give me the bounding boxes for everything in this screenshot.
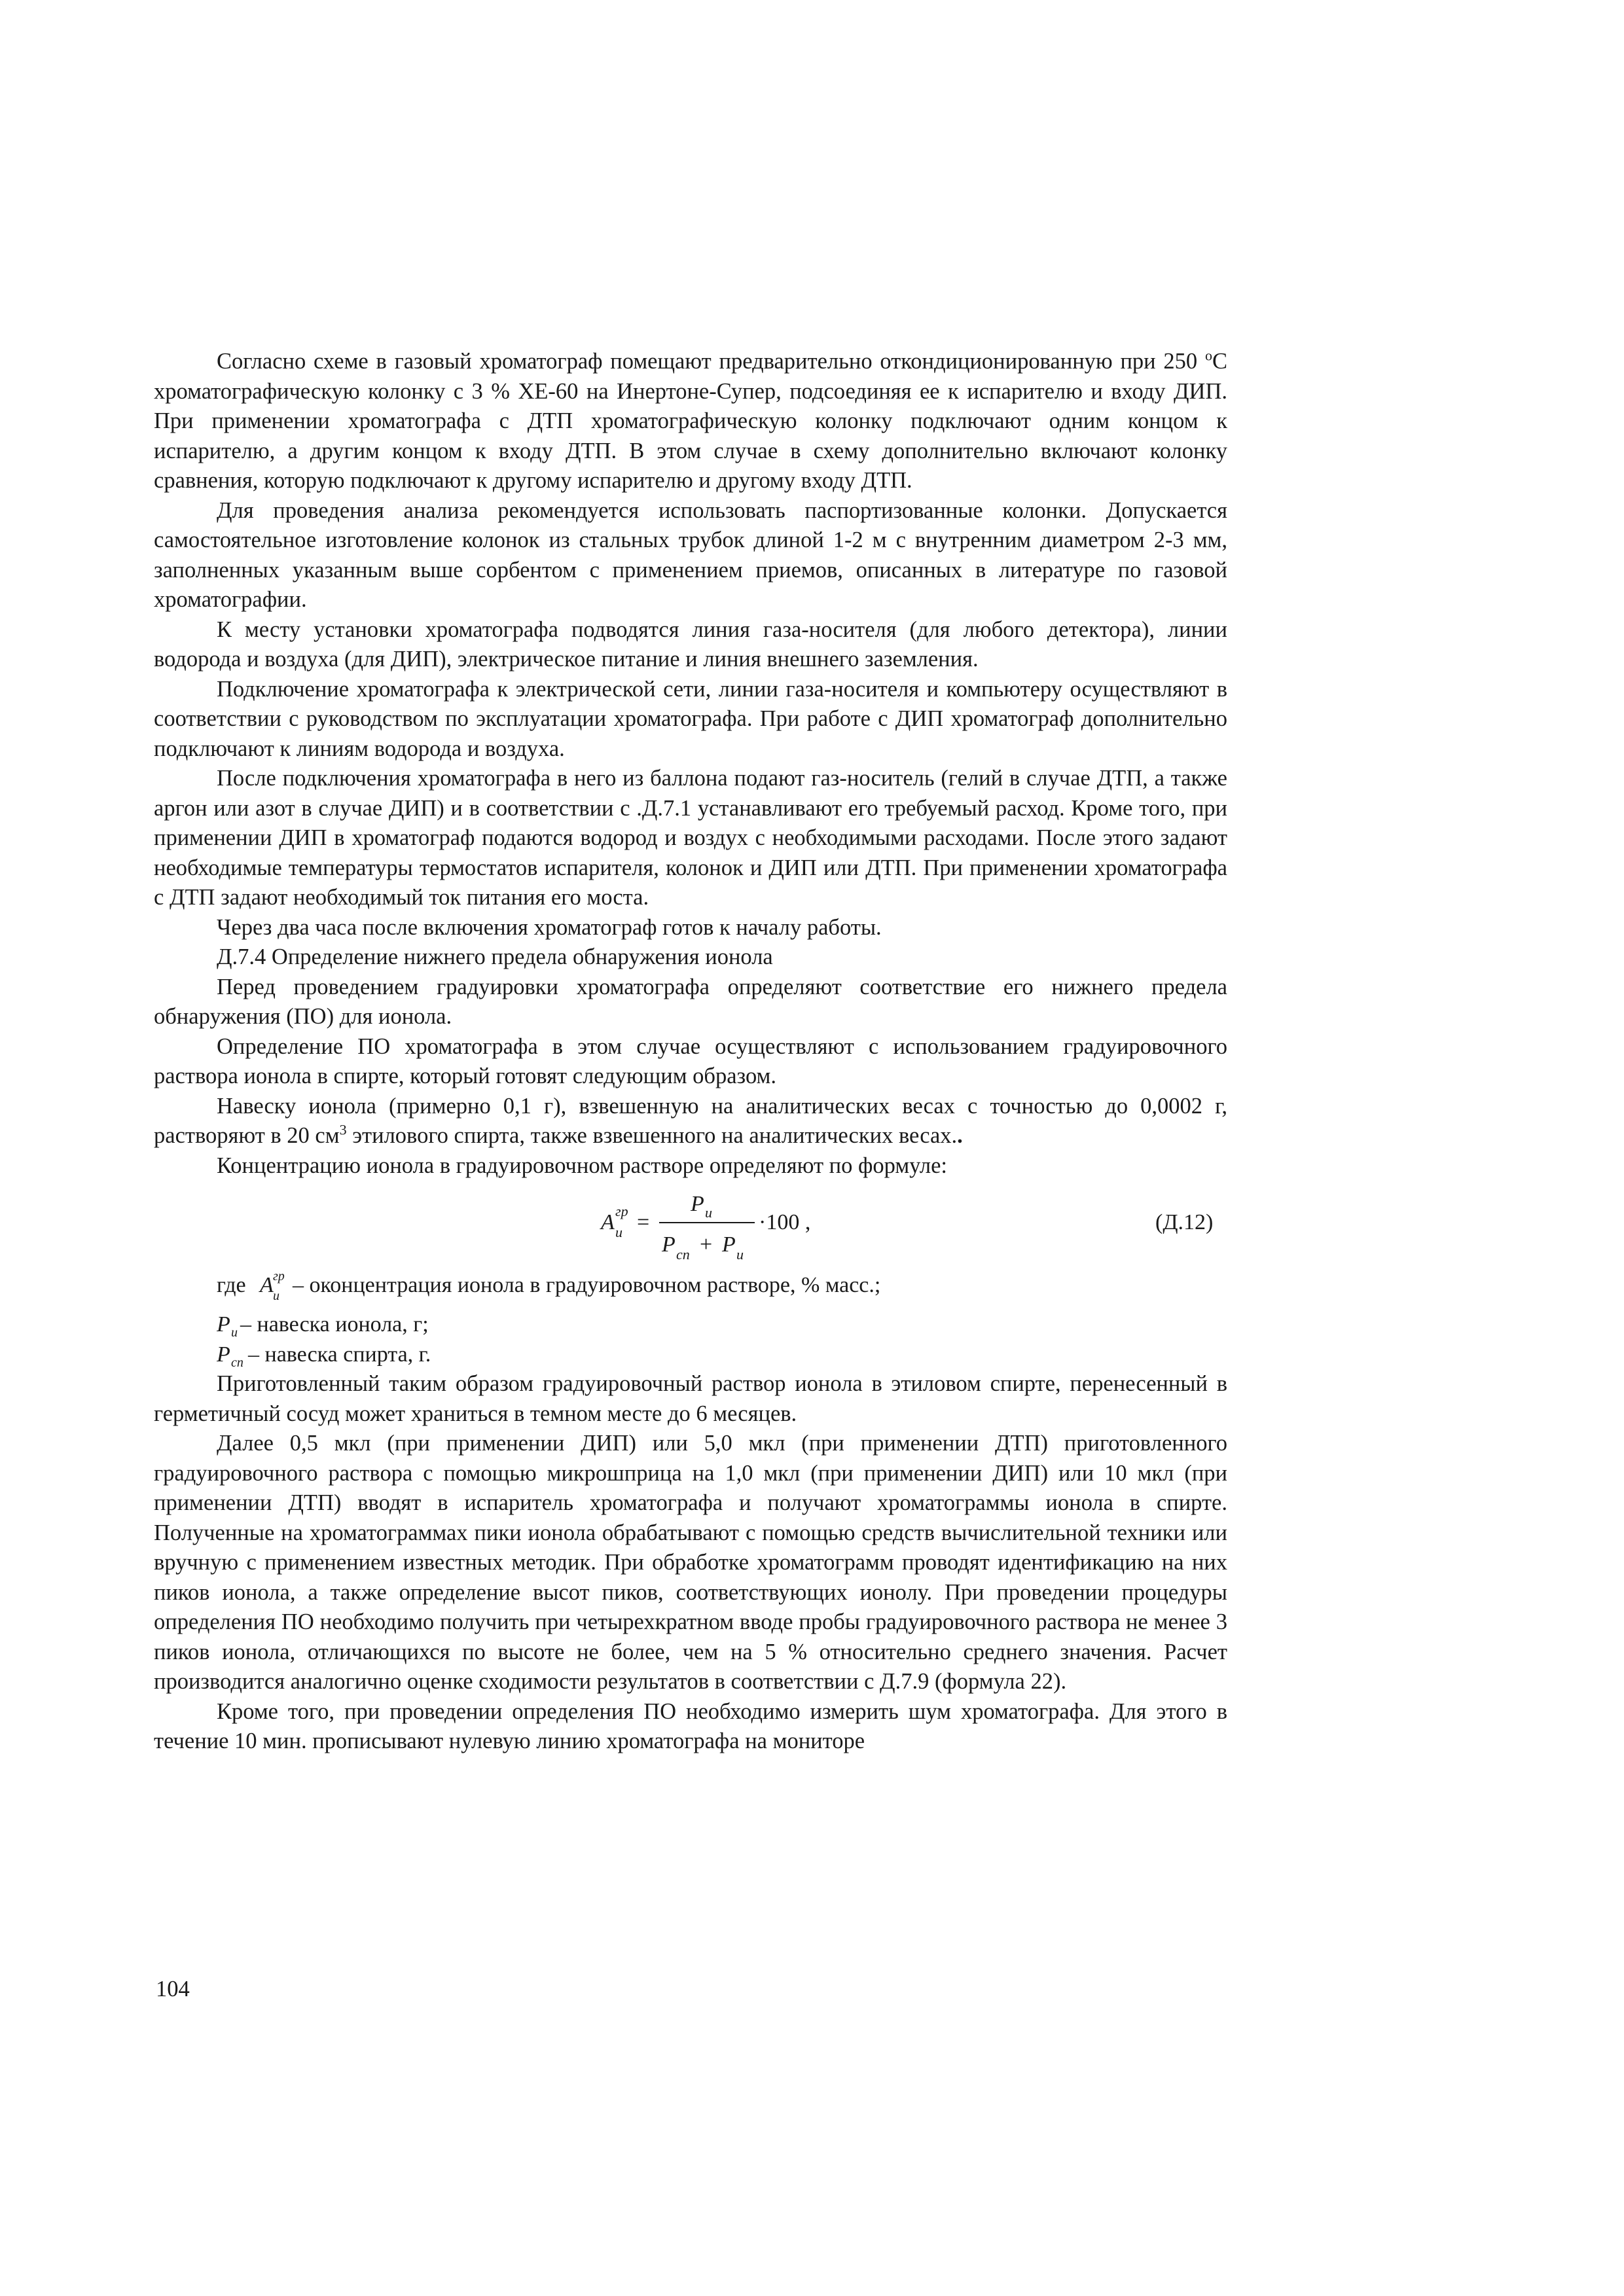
paragraph-text: Согласно схеме в газовый хроматограф помещают предварительно откондиционированную при 250 — [217, 349, 1198, 374]
formula-denominator-a-subscript: сп — [676, 1246, 690, 1263]
formula-denominator-a: P — [662, 1232, 676, 1257]
section-heading-d74: Д.7.4 Определение нижнего предела обнаружения ионола — [217, 944, 773, 969]
definition-subscript: и — [273, 1289, 280, 1303]
paragraph-formula-intro: Концентрацию ионола в градуировочном растворе определяют по формуле: — [217, 1153, 948, 1178]
definition-text: – навеска ионола, г; — [240, 1312, 429, 1336]
definition-superscript: гр — [273, 1269, 285, 1283]
formula-lhs-symbol: A — [601, 1210, 615, 1234]
formula-plus: + — [700, 1232, 713, 1257]
formula-numerator-subscript: и — [705, 1204, 712, 1221]
definition-alcohol-weight — [154, 1339, 1227, 1369]
formula-denominator-b: P — [722, 1232, 736, 1257]
paragraph-noise: Кроме того, при проведении определения ПО необходимо измерить шум хроматографа. Для этого в течение 10 мин. прописывают нулевую линию хроматографа на мониторе — [154, 1698, 1227, 1753]
paragraph-column-setup — [154, 347, 1227, 496]
paragraph-columns-passport: Для проведения анализа рекомендуется использовать паспортизованные колонки. Допускается самостоятельное изготовление колонок из стальных трубок длиной 1-2 м с внутренним диаметром 2-3 мм, заполненных указанным выше сорбентом с применением приемов, описанных в литературе по газовой хроматографии. — [154, 497, 1227, 612]
formula-equals: = — [637, 1210, 650, 1234]
definition-subscript: и — [231, 1325, 238, 1339]
paragraph-carrier-gas: После подключения хроматографа в него из баллона подают газ-носитель (гелий в случае ДТП, а также аргон или азот в случае ДИП) и в соответствии с .Д.7.1 устанавливают его требуемый расход. Кроме того, при применении ДИП в хроматограф подаются водород и воздух с необходимыми расходами. После этого задают необходимые температуры термостатов испарителя, колонок и ДИП или ДТП. При применении хроматографа с ДТП задают необходимый ток питания его моста. — [154, 766, 1227, 910]
definition-symbol: P — [217, 1342, 230, 1367]
paragraph-installation-lines: К месту установки хроматографа подводятся линия газа-носителя (для любого детектора), линии водорода и воздуха (для ДИП), электрическое питание и линия внешнего заземления. — [154, 617, 1227, 672]
paragraph-before-calibration: Перед проведением градуировки хроматографа определяют соответствие его нижнего предела обнаружения (ПО) для ионола. — [154, 974, 1227, 1029]
formula-numerator-symbol: P — [691, 1192, 704, 1216]
definition-ionol-weight-graphic — [217, 1309, 1225, 1339]
definition-symbol: P — [217, 1312, 230, 1336]
paragraph-text-continued: С хроматографическую колонку с 3 % XE-60 на Инертоне-Супер, подсоединяя ее к испарителю и входу ДИП. При применении хроматографа с ДТП хроматографическую колонку подключают одним концом к испарителю, а другим концом к входу ДТП. В этом случае в схему дополнительно включают колонку сравнения, которую подключают к другому испарителю и другому входу ДТП. — [154, 349, 1227, 493]
paragraph-text-continued: этилового спирта, также взвешенного на аналитических весах. — [346, 1123, 958, 1148]
definition-subscript: сп — [231, 1355, 244, 1369]
degree-sign: о — [1204, 347, 1212, 364]
formula-number: (Д.12) — [1155, 1210, 1214, 1234]
definition-text: – оконцентрация ионола в градуировочном растворе, % масс.; — [293, 1273, 881, 1297]
paragraph-connection: Подключение хроматографа к электрической сети, линии газа-носителя и компьютеру осуществляют в соответствии с руководством по эксплуатации хроматографа. При работе с ДИП хроматограф дополнительно подключают к линиям водорода и воздуха. — [154, 676, 1227, 761]
formula-denominator-b-subscript: и — [736, 1246, 744, 1263]
definition-prefix: где — [217, 1273, 246, 1297]
definition-text: – навеска спирта, г. — [248, 1342, 431, 1367]
definition-concentration — [154, 1266, 1227, 1309]
definition-concentration-graphic — [217, 1266, 1225, 1309]
formula-multiplier: ·100 , — [759, 1210, 811, 1234]
definition-alcohol-weight-graphic — [217, 1339, 1225, 1369]
paragraph-text: Навеску ионола (примерно 0,1 г), взвешенную на аналитических весах с точностью до 0,0002 г, растворяют в 20 см — [154, 1093, 1227, 1148]
paragraph-warmup: Через два часа после включения хроматограф готов к началу работы. — [217, 914, 882, 940]
page-number: 104 — [156, 1977, 190, 2001]
formula-lhs-superscript: гр — [615, 1203, 628, 1219]
paragraph-sample-weight: Навеску ионола (примерно 0,1 г), взвешенную на аналитических весах с точностью до 0,0002 г, растворяют в 20 $см^3$ этилового спирта, также взвешенного на аналитических весах.. — [154, 1093, 1227, 1148]
definition-ionol-weight — [154, 1309, 1227, 1339]
formula-graphic — [154, 1182, 1227, 1266]
document-body — [154, 347, 1227, 1757]
formula-lhs-subscript: и — [615, 1224, 623, 1240]
cubic-superscript: 3 — [339, 1121, 347, 1138]
paragraph-procedure: Далее 0,5 мкл (при применении ДИП) или 5,0 мкл (при применении ДТП) приготовленного градуировочного раствора с помощью микрошприца на 1,0 мкл (при применении ДИП) или 10 мкл (при применении ДТП) вводят в испаритель хроматографа и получают хроматограммы ионола в спирте. Полученные на хроматограммах пики ионола обрабатывают с помощью средств вычислительной техники или вручную с применением известных методик. При обработке хроматограмм проводят идентификацию на них пиков ионола, а также определение высот пиков, соответствующих ионолу. При проведении процедуры определения ПО необходимо получить при четырехкратном вводе пробы градуировочного раствора не менее 3 пиков ионола, отличающихся по высоте не более, чем на 5 % относительно среднего значения. Расчет производится аналогично оценке сходимости результатов в соответствии с Д.7.9 (формула 22). — [154, 1431, 1227, 1694]
definition-symbol: A — [260, 1273, 274, 1297]
paragraph-storage: Приготовленный таким образом градуировочный раствор ионола в этиловом спирте, перенесенный в герметичный сосуд может храниться в темном месте до 6 месяцев. — [154, 1371, 1227, 1426]
paragraph-detection-limit: Определение ПО хроматографа в этом случае осуществляют с использованием градуировочного раствора ионола в спирте, который готовят следующим образом. — [154, 1033, 1227, 1088]
formula-d12 — [154, 1182, 1227, 1266]
